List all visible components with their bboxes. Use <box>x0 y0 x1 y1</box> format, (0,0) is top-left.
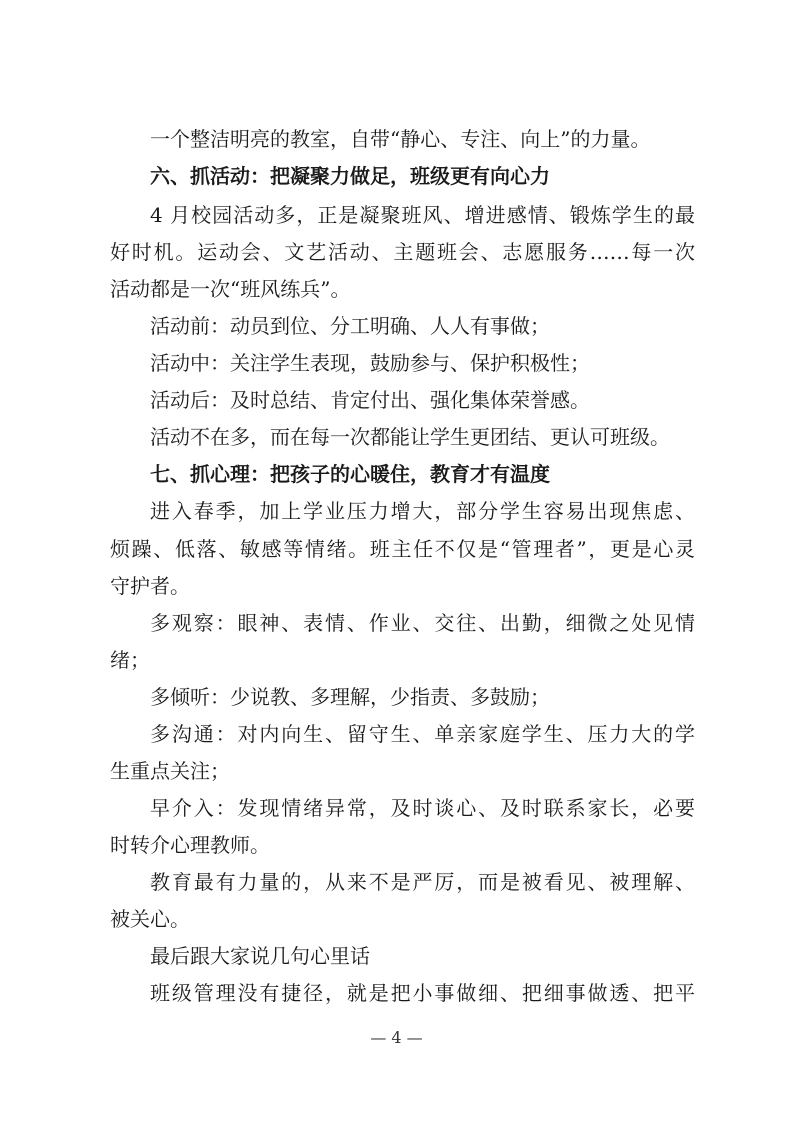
paragraph-line: 多倾听：少说教、多理解，少指责、多鼓励； <box>150 685 550 709</box>
paragraph-line: 多沟通：对内向生、留守生、单亲家庭学生、压力大的学 <box>150 722 695 746</box>
paragraph-line: 守护者。 <box>110 574 190 598</box>
paragraph-line: 活动后：及时总结、肯定付出、强化集体荣誉感。 <box>150 388 590 412</box>
section-heading: 七、抓心理：把孩子的心暖住，教育才有温度 <box>150 462 550 486</box>
paragraph-line: 教育最有力量的，从来不是严厉，而是被看见、被理解、 <box>150 870 695 894</box>
paragraph-line: 最后跟大家说几句心里话 <box>150 944 370 968</box>
section-heading: 六、抓活动：把凝聚力做足，班级更有向心力 <box>150 164 550 188</box>
paragraph-line: 一个整洁明亮的教室，自带“静心、专注、向上”的力量。 <box>150 127 651 151</box>
paragraph-line: 4 月校园活动多，正是凝聚班风、增进感情、锻炼学生的最 <box>150 203 695 227</box>
paragraph-line: 被关心。 <box>110 907 190 931</box>
paragraph-line: 多观察：眼神、表情、作业、交往、出勤，细微之处见情 <box>150 611 695 635</box>
paragraph-line: 活动中：关注学生表现，鼓励参与、保护积极性； <box>150 351 590 375</box>
page-number: — 4 — <box>370 1028 423 1047</box>
paragraph-line: 班级管理没有捷径，就是把小事做细、把细事做透、把平 <box>150 981 695 1005</box>
paragraph-line: 早介入：发现情绪异常，及时谈心、及时联系家长，必要 <box>150 796 695 820</box>
paragraph-line: 生重点关注； <box>110 759 230 783</box>
paragraph-line: 活动不在多，而在每一次都能让学生更团结、更认可班级。 <box>150 425 670 449</box>
paragraph-line: 进入春季，加上学业压力增大，部分学生容易出现焦虑、 <box>150 499 695 523</box>
paragraph-line: 好时机。运动会、文艺活动、主题班会、志愿服务……每一次 <box>110 240 695 264</box>
paragraph-line: 时转介心理教师。 <box>110 833 270 857</box>
paragraph-line: 活动前：动员到位、分工明确、人人有事做； <box>150 314 550 338</box>
paragraph-line: 烦躁、低落、敏感等情绪。班主任不仅是“管理者”，更是心灵 <box>110 537 695 561</box>
paragraph-line: 活动都是一次“班风练兵”。 <box>110 277 351 301</box>
paragraph-line: 绪； <box>110 648 150 672</box>
